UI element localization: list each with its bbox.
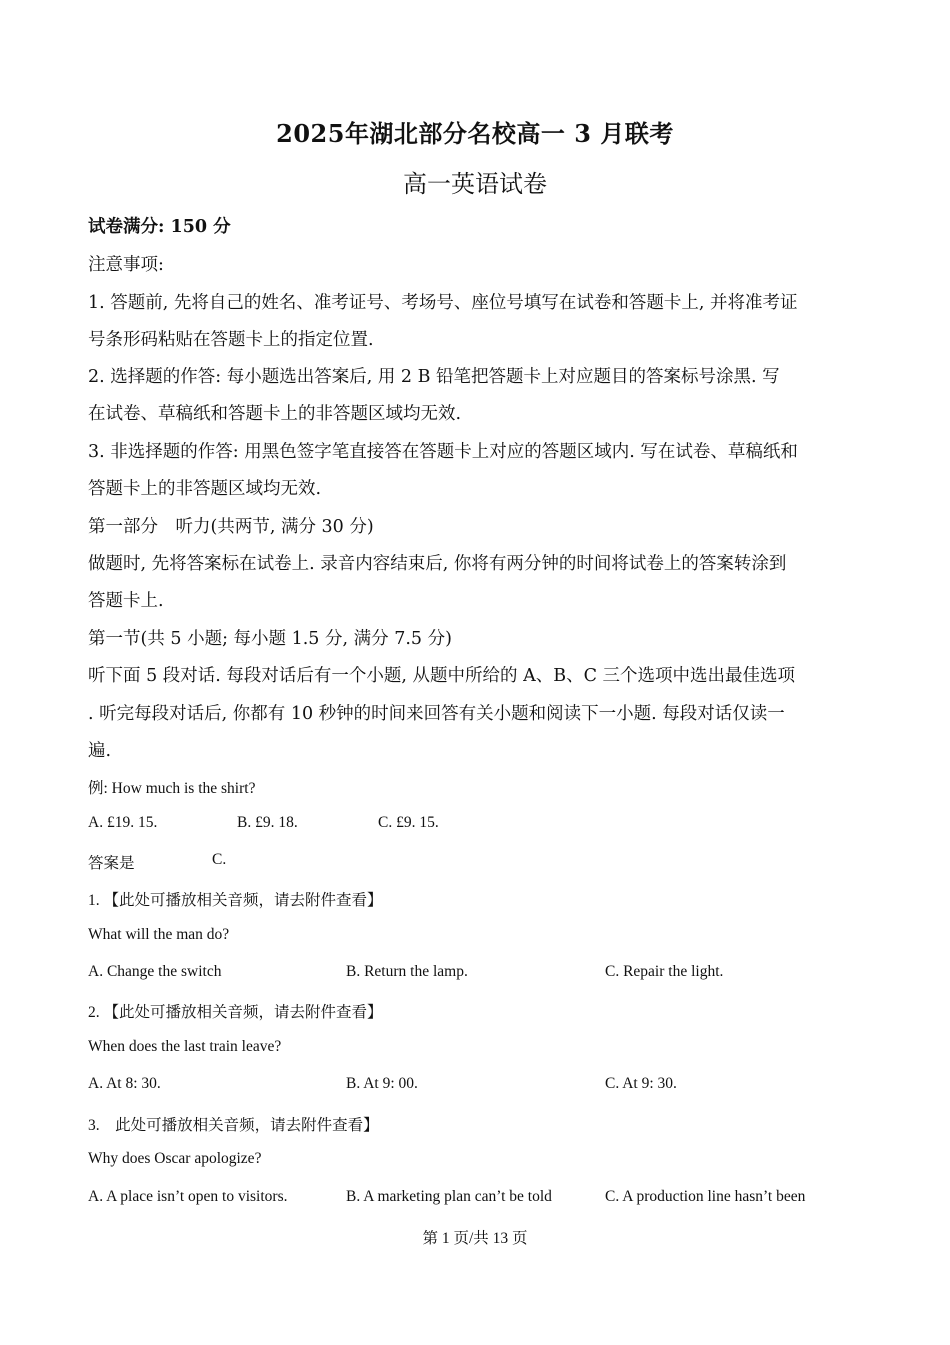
q2-audio-note: 2. 【此处可播放相关音频，请去附件查看】 [88, 1004, 383, 1021]
section1-line-2: . 听完每段对话后, 你都有 10 秒钟的时间来回答有关小题和阅读下一小题. 每段对话仅读一 [88, 704, 785, 724]
notice-heading: 注意事项: [88, 255, 164, 275]
notice-3-line-1: 3. 非选择题的作答: 用黑色签字笔直接答在答题卡上对应的答题区域内. 写在试卷、草稿纸和 [88, 442, 798, 462]
part1-heading: 第一部分 听力(共两节, 满分 30 分) [88, 517, 374, 537]
q1-option-b: B. Return the lamp. [346, 963, 468, 980]
example-option-c: C. £9. 15. [378, 814, 439, 831]
page-footer: 第 1 页/共 13 页 [422, 1230, 528, 1247]
notice-1-line-2: 号条形码粘贴在答题卡上的指定位置. [88, 330, 374, 350]
part1-intro-line-2: 答题卡上. [88, 591, 164, 611]
q2-option-a: A. At 8: 30. [88, 1075, 161, 1092]
q1-audio-note: 1. 【此处可播放相关音频，请去附件查看】 [88, 892, 383, 909]
q2-question: When does the last train leave? [88, 1038, 282, 1055]
example-answer-value: C. [212, 851, 227, 868]
q2-option-b: B. At 9: 00. [346, 1075, 418, 1092]
exam-subtitle: 高一英语试卷 [403, 170, 547, 198]
section1-line-3: 遍. [88, 741, 112, 761]
example-answer-label: 答案是 [88, 855, 135, 872]
section1-heading: 第一节(共 5 小题; 每小题 1.5 分, 满分 7.5 分) [88, 629, 452, 649]
notice-2-line-1: 2. 选择题的作答: 每小题选出答案后, 用 2 B 铅笔把答题卡上对应题目的答案标号涂黑. 写 [88, 367, 780, 387]
q2-option-c: C. At 9: 30. [605, 1075, 677, 1092]
q1-question: What will the man do? [88, 926, 230, 943]
q1-option-a: A. Change the switch [88, 963, 222, 980]
q1-option-c: C. Repair the light. [605, 963, 724, 980]
example-question: 例: How much is the shirt? [88, 780, 256, 797]
section1-line-1: 听下面 5 段对话. 每段对话后有一个小题, 从题中所给的 A、B、C 三个选项中选出最佳选项 [88, 666, 796, 686]
score-line: 试卷满分: 150 分 [88, 217, 231, 237]
part1-intro-line-1: 做题时, 先将答案标在试卷上. 录音内容结束后, 你将有两分钟的时间将试卷上的答案转涂到 [88, 554, 787, 574]
q3-option-c: C. A production line hasn’t been [605, 1188, 806, 1205]
q3-option-a: A. A place isn’t open to visitors. [88, 1188, 288, 1205]
q3-question: Why does Oscar apologize? [88, 1150, 262, 1167]
example-option-b: B. £9. 18. [237, 814, 298, 831]
exam-title: 2025年湖北部分名校高一 3 月联考 [276, 119, 674, 148]
notice-2-line-2: 在试卷、草稿纸和答题卡上的非答题区域均无效. [88, 404, 462, 424]
q3-option-b: B. A marketing plan can’t be told [346, 1188, 552, 1205]
q3-audio-note: 3. 此处可播放相关音频，请去附件查看】 [88, 1117, 379, 1134]
example-option-a: A. £19. 15. [88, 814, 158, 831]
notice-3-line-2: 答题卡上的非答题区域均无效. [88, 479, 322, 499]
notice-1-line-1: 1. 答题前, 先将自己的姓名、准考证号、考场号、座位号填写在试卷和答题卡上, 并将准考证 [88, 293, 798, 313]
